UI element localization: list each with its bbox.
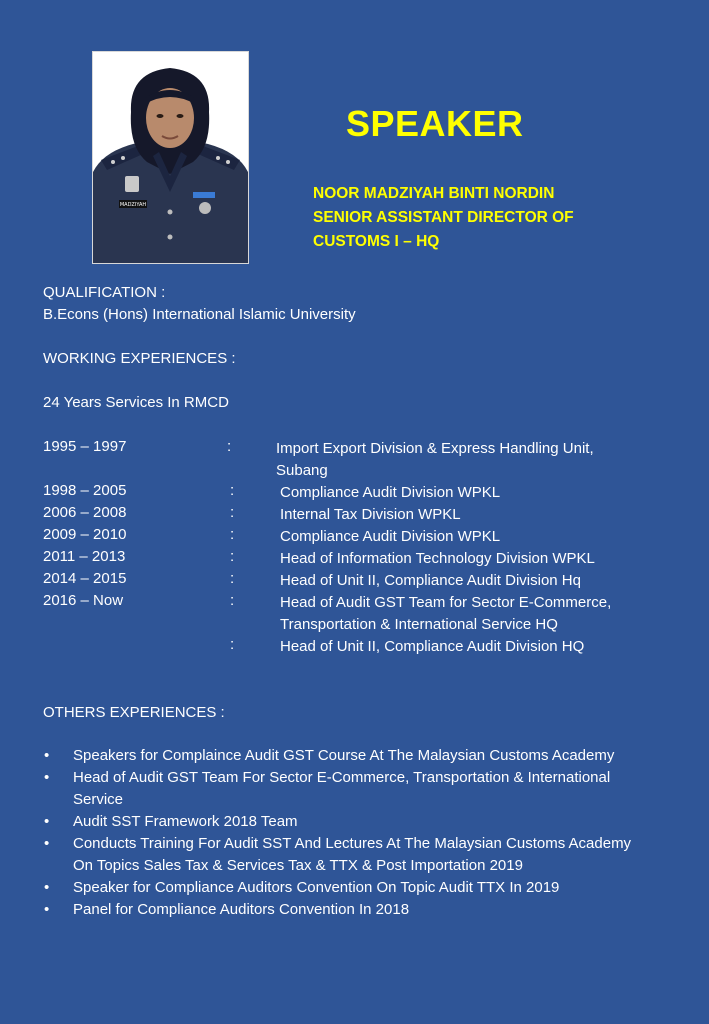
experience-description: Internal Tax Division WPKL	[280, 506, 461, 523]
experience-separator: :	[230, 636, 235, 653]
experience-description: Head of Unit II, Compliance Audit Division HQ	[280, 638, 585, 655]
bullet-icon: •	[44, 813, 50, 830]
experience-description: Compliance Audit Division WPKL	[280, 528, 501, 545]
list-item-text: Conducts Training For Audit SST And Lectures At The Malaysian Customs Academy	[73, 835, 632, 852]
experience-years: 1995 – 1997	[43, 438, 127, 455]
qualification-value: B.Econs (Hons) International Islamic University	[43, 306, 356, 323]
experience-years: 2006 – 2008	[43, 504, 127, 521]
experience-years: 1998 – 2005	[43, 482, 127, 499]
list-item-text: Audit SST Framework 2018 Team	[73, 813, 298, 830]
experience-separator: :	[227, 438, 232, 455]
experience-separator: :	[230, 504, 235, 521]
list-item	[43, 767, 693, 811]
speaker-position-line-1: SENIOR ASSISTANT DIRECTOR OF	[313, 209, 574, 226]
experience-description: Head of Unit II, Compliance Audit Division Hq	[280, 572, 581, 589]
list-item	[43, 877, 693, 899]
experience-description: Head of Audit GST Team for Sector E-Commerce,	[280, 594, 612, 611]
experience-separator: :	[230, 482, 235, 499]
list-item	[43, 745, 693, 767]
list-item-text: Speaker for Compliance Auditors Convention On Topic Audit TTX In 2019	[73, 879, 560, 896]
experience-description: Import Export Division & Express Handling Unit,	[276, 440, 594, 457]
qualification-label: QUALIFICATION :	[43, 284, 166, 301]
list-item	[43, 811, 693, 833]
list-item-text: Speakers for Complaince Audit GST Course At The Malaysian Customs Academy	[73, 747, 615, 764]
experience-description: Head of Information Technology Division WPKL	[280, 550, 595, 567]
list-item-text: On Topics Sales Tax & Services Tax & TTX & Post Importation 2019	[73, 857, 523, 874]
list-item-text: Head of Audit GST Team For Sector E-Commerce, Transportation & International	[73, 769, 611, 786]
experience-years: 2016 – Now	[43, 592, 124, 609]
experience-separator: :	[230, 526, 235, 543]
bullet-icon: •	[44, 769, 50, 786]
service-summary: 24 Years Services In RMCD	[43, 394, 229, 411]
experience-description: Compliance Audit Division WPKL	[280, 484, 501, 501]
working-experiences-label: WORKING EXPERIENCES :	[43, 350, 236, 367]
others-experiences-label: OTHERS EXPERIENCES :	[43, 704, 225, 721]
experience-years: 2011 – 2013	[43, 548, 126, 565]
others-experiences-list	[43, 745, 693, 921]
experience-years: 2009 – 2010	[43, 526, 127, 543]
svg-text:MADZIYAH: MADZIYAH	[119, 202, 147, 208]
list-item	[43, 899, 693, 921]
speaker-info	[313, 182, 574, 254]
list-item	[43, 833, 693, 877]
experience-description: Subang	[276, 462, 328, 479]
bullet-icon: •	[44, 747, 50, 764]
speaker-position-line-2: CUSTOMS I – HQ	[313, 233, 440, 250]
experience-separator: :	[230, 548, 235, 565]
speaker-name: NOOR MADZIYAH BINTI NORDIN	[313, 185, 555, 202]
bullet-icon: •	[44, 901, 50, 918]
list-item-text: Service	[73, 791, 124, 808]
experience-description: Transportation & International Service HQ	[280, 616, 558, 633]
list-item-text: Panel for Compliance Auditors Convention In 2018	[73, 901, 410, 918]
experience-separator: :	[230, 570, 235, 587]
experience-years: 2014 – 2015	[43, 570, 127, 587]
speaker-photo	[92, 51, 249, 264]
speaker-heading: SPEAKER	[346, 103, 524, 144]
experience-separator: :	[230, 592, 235, 609]
bullet-icon: •	[44, 879, 50, 896]
bullet-icon: •	[44, 835, 50, 852]
